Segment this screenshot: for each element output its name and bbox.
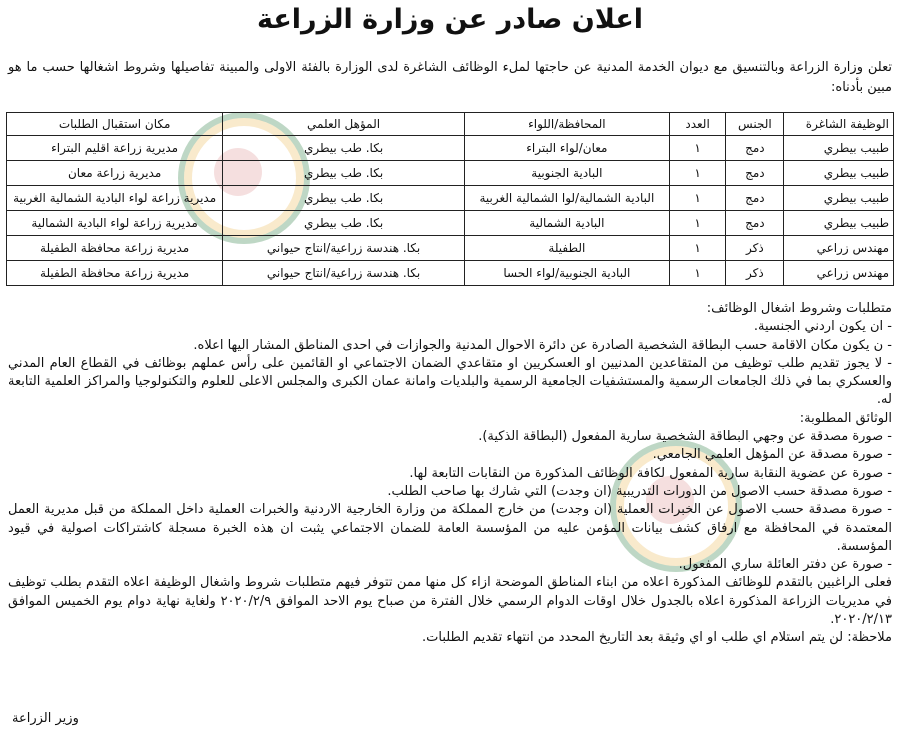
document-item: - صورة عن دفتر العائلة ساري المفعول. bbox=[678, 557, 892, 573]
announcement-body bbox=[8, 300, 892, 648]
table-row bbox=[7, 136, 894, 161]
document-item: - صورة مصدقة عن المؤهل العلمي الجامعي. bbox=[652, 447, 892, 463]
cell-count: ١ bbox=[669, 211, 726, 236]
cell-job: طبيب بيطري bbox=[784, 161, 894, 186]
table-row bbox=[7, 161, 894, 186]
intro-paragraph: تعلن وزارة الزراعة وبالتنسيق مع ديوان الخدمة المدنية عن حاجتها لملء الوظائف الشاغرة لدى الوزارة بالفئة الاولى والمبينة تفاصيلها وشروط اشغالها حسب ما هو مبين بأدناه: bbox=[8, 60, 892, 95]
cell-qualification: بكا. طب بيطري bbox=[223, 136, 465, 161]
cell-job: طبيب بيطري bbox=[784, 186, 894, 211]
note: ملاحظة: لن يتم استلام اي طلب او اي وثيقة بعد التاريخ المحدد من انتهاء تقديم الطلبات. bbox=[422, 630, 892, 646]
requirement-item: - ن يكون مكان الاقامة حسب البطاقة الشخصية الصادرة عن دائرة الاحوال المدنية والجوازات في احدى المناطق المشار اليها اعلاه. bbox=[193, 337, 892, 353]
cell-gender: دمج bbox=[726, 186, 784, 211]
header-count: العدد bbox=[669, 113, 726, 136]
header-job: الوظيفة الشاغرة bbox=[784, 113, 894, 136]
closing-paragraph: فعلى الراغبين بالتقدم للوظائف المذكورة اعلاه من ابناء المناطق الموضحة ازاء كل منها ممن تتوفر فيهم متطلبات شروط واشغال الوظيفة اعلاه التقدم بطلب توظيف في مديريات الزراعة المذكورة اعلاه بالجدول خلال اوقات الدوام الرسمي خلال الفترة من صباح يوم الاحد الموافق ٢٠٢٠/٢/٩ ولغاية نهاية دوام يوم الخميس الموافق ٢٠٢٠/٢/١٣. bbox=[8, 575, 893, 628]
cell-gender: دمج bbox=[726, 161, 784, 186]
cell-qualification: بكا. طب بيطري bbox=[223, 211, 465, 236]
cell-governorate: البادية الشمالية bbox=[464, 211, 669, 236]
cell-qualification: بكا. هندسة زراعية/انتاج حيواني bbox=[223, 261, 465, 286]
cell-count: ١ bbox=[669, 261, 726, 286]
cell-gender: دمج bbox=[726, 211, 784, 236]
cell-place: مديرية زراعة اقليم البتراء bbox=[7, 136, 223, 161]
document-item: - صورة مصدقة حسب الاصول من الدورات التدريبية (ان وجدت) التي شارك بها صاحب الطلب. bbox=[387, 483, 892, 499]
document-item: - صورة مصدقة عن وجهي البطاقة الشخصية سارية المفعول (البطاقة الذكية). bbox=[478, 429, 892, 445]
table-row bbox=[7, 186, 894, 211]
requirement-item: - لا يجوز تقديم طلب توظيف من المتقاعدين المدنيين او العسكريين او متقاعدي الضمان الاجتماعي او القائمين على رأس عملهم بوظائف في القطاع العام المدني والعسكري بما في ذلك الجامعات الرسمية والمستشفيات الجامعية الرسمية والبلديات وامانة عمان الكبرى والمجلس الاعلى للعلوم والتكنولوجيا والمراكز العلمية التابعة له. bbox=[8, 355, 892, 408]
cell-place: مديرية زراعة لواء البادية الشمالية الغربية bbox=[7, 186, 223, 211]
requirements-heading: متطلبات وشروط اشغال الوظائف: bbox=[706, 301, 892, 316]
header-gender: الجنس bbox=[726, 113, 784, 136]
documents-heading: الوثائق المطلوبة: bbox=[799, 410, 892, 426]
table-row bbox=[7, 236, 894, 261]
cell-qualification: بكا. طب بيطري bbox=[223, 186, 465, 211]
cell-count: ١ bbox=[669, 186, 726, 211]
header-governorate: المحافظة/اللواء bbox=[464, 113, 669, 136]
cell-gender: دمج bbox=[726, 136, 784, 161]
document-item: - صورة عن عضوية النقابة سارية المفعول لكافة الوظائف المذكورة من النقابات التابعة لها. bbox=[409, 465, 892, 481]
cell-qualification: بكا. هندسة زراعية/انتاج حيواني bbox=[223, 236, 465, 261]
cell-place: مديرية زراعة محافظة الطفيلة bbox=[7, 236, 223, 261]
cell-count: ١ bbox=[669, 236, 726, 261]
cell-governorate: البادية الشمالية/لوا الشمالية الغربية bbox=[464, 186, 669, 211]
table-row bbox=[7, 261, 894, 286]
cell-place: مديرية زراعة محافظة الطفيلة bbox=[7, 261, 223, 286]
announcement-title: اعلان صادر عن وزارة الزراعة bbox=[256, 4, 644, 35]
signature: وزير الزراعة bbox=[12, 711, 79, 726]
cell-governorate: الطفيلة bbox=[464, 236, 669, 261]
cell-gender: ذكر bbox=[726, 261, 784, 286]
cell-job: مهندس زراعي bbox=[784, 261, 894, 286]
cell-job: طبيب بيطري bbox=[784, 211, 894, 236]
requirement-item: - ان يكون اردني الجنسية. bbox=[753, 319, 892, 335]
cell-count: ١ bbox=[669, 161, 726, 186]
cell-job: مهندس زراعي bbox=[784, 236, 894, 261]
header-qualification: المؤهل العلمي bbox=[223, 113, 465, 136]
cell-qualification: بكا. طب بيطري bbox=[223, 161, 465, 186]
document-item: - صورة مصدقة حسب الاصول عن الخبرات العملية (ان وجدت) من خارج المملكة من وزارة الخارجية الاردنية والخبرات العملية داخل المملكة من قبل مديرية العمل المعتمدة في المحافظة مع ارفاق كشف بيانات المؤمن عليه من المؤسسة العامة للضمان الاجتماعي يثبت ان هذه الخبرة مسجلة كاشتراكات اصولية في قيود المؤسسة. bbox=[8, 502, 892, 554]
cell-job: طبيب بيطري bbox=[784, 136, 894, 161]
cell-place: مديرية زراعة لواء البادية الشمالية bbox=[7, 211, 223, 236]
cell-governorate: البادية الجنوبية bbox=[464, 161, 669, 186]
cell-place: مديرية زراعة معان bbox=[7, 161, 223, 186]
table-header-row bbox=[7, 113, 894, 136]
cell-governorate: البادية الجنوبية/لواء الحسا bbox=[464, 261, 669, 286]
cell-count: ١ bbox=[669, 136, 726, 161]
vacancies-table bbox=[6, 112, 894, 286]
header-place: مكان استقبال الطلبات bbox=[7, 113, 223, 136]
cell-gender: ذكر bbox=[726, 236, 784, 261]
cell-governorate: معان/لواء البتراء bbox=[464, 136, 669, 161]
table-row bbox=[7, 211, 894, 236]
